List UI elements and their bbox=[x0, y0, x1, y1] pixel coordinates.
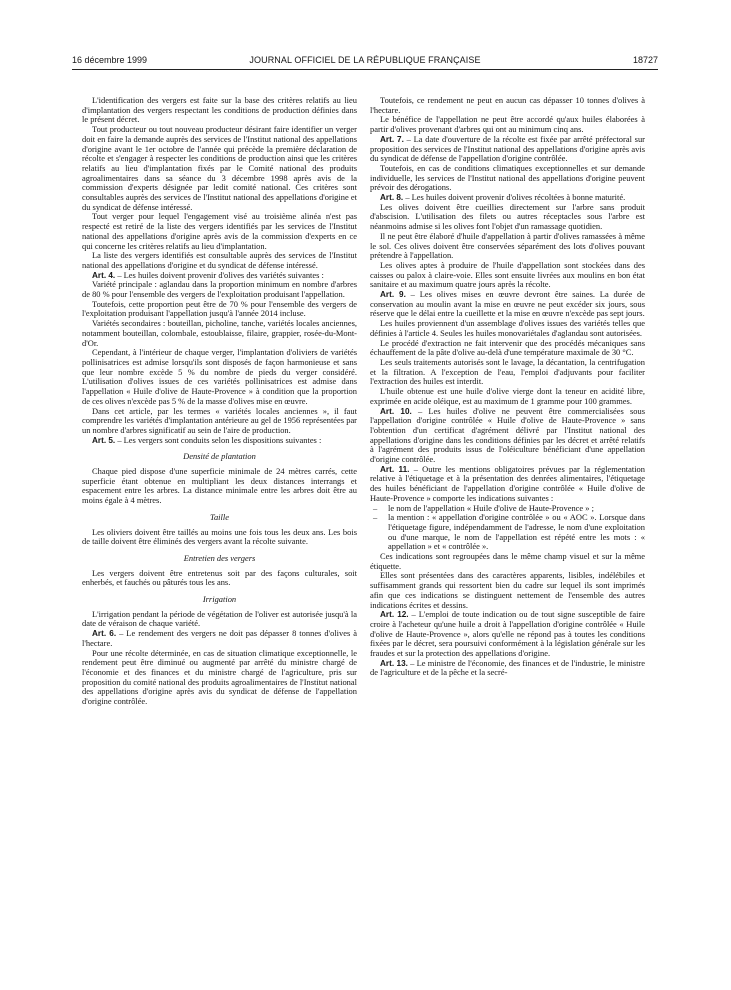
left-column bbox=[82, 96, 357, 707]
article-label: Art. 6. bbox=[92, 629, 117, 639]
dash-list-item: – la mention : « appellation d'origine contrôlée » ou « AOC ». Lorsque dans l'étiquetage figure, indépendamment de l'adresse, le nom d'une exploitation ou d'une marque, le nom de l'appellation est répété entre les mots : « appellation » et « contrôlée ». bbox=[370, 513, 645, 552]
body-paragraph: Toutefois, cette proportion peut être de 70 % pour l'ensemble des vergers de l'exploitation produisant l'appellation jusqu'à l'année 2014 incluse. bbox=[82, 298, 357, 319]
body-paragraph: Toutefois, en cas de conditions climatiques exceptionnelles et sur demande individuelle, les services de l'Institut national des appellations d'origine peuvent prévoir des dérogations. bbox=[370, 162, 645, 193]
body-paragraph: Tout producteur ou tout nouveau producteur désirant faire identifier un verger doit en faire la demande auprès des services de l'Institut national des appellations d'origine avant le 1er octobre de l'année qui précède la première déclaration de récolte et s'engager à respecter les conditions de production ainsi que les critères relatifs au lieu d'implantation fixés par le Comité national des produits agroalimentaires dans sa séance du 3 décembre 1998 après avis de la commission d'experts désignée par ledit comité national. Ces critères sont consultables auprès des services de l'Institut national des appellations d'origine et du syndicat de défense intéressé. bbox=[82, 124, 357, 212]
article-label: Art. 8. bbox=[380, 193, 404, 203]
article-label: Art. 5. bbox=[92, 435, 116, 445]
article-text: – Le ministre de l'économie, des finances et de l'industrie, le ministre de l'agriculture et de la pêche et la secré- bbox=[370, 657, 645, 678]
body-paragraph: L'irrigation pendant la période de végétation de l'oliver est autorisée jusqu'à la date de véraison de chaque variété. bbox=[82, 608, 357, 629]
article-label: Art. 12. bbox=[380, 610, 409, 620]
header-rule bbox=[72, 69, 658, 70]
article-paragraph bbox=[370, 290, 645, 319]
article-paragraph bbox=[370, 407, 645, 465]
body-paragraph: L'huile obtenue est une huile d'olive vierge dont la teneur en acidité libre, exprimée en acide oléique, est au maximum de 1 gramme pour 100 grammes. bbox=[370, 386, 645, 406]
article-label: Art. 10. bbox=[380, 406, 412, 416]
article-paragraph bbox=[370, 659, 645, 678]
header-page-number: 18727 bbox=[632, 55, 658, 65]
article-label: Art. 4. bbox=[92, 270, 116, 280]
body-paragraph: Variétés secondaires : bouteillan, picholine, tanche, variétés locales anciennes, notamment bouteillan, colombale, estoublaisse, filaire, grappier, rosée-du-Mont-d'Or. bbox=[82, 318, 357, 348]
article-label: Art. 13. bbox=[380, 658, 408, 668]
article-paragraph bbox=[82, 436, 357, 446]
body-paragraph: La liste des vergers identifiés est consultable auprès des services de l'Institut national des appellations d'origine et du syndicat de défense intéressé. bbox=[82, 250, 357, 270]
body-paragraph: Les seuls traitements autorisés sont le lavage, la décantation, la centrifugation et la filtration. A l'exception de l'eau, l'emploi d'adjuvants pour faciliter l'extraction des huiles est interdit. bbox=[370, 356, 645, 387]
body-paragraph: Cependant, à l'intérieur de chaque verger, l'implantation d'oliviers de variétés pollinisatrices est admise lorsqu'ils sont disposés de façon harmonieuse et sans que leur nombre excède 5 % du nombre de pieds du verger considéré. L'utilisation d'olives issues de ces variétés pollinisatrices est admise dans l'appellation « Huile d'olive de Haute-Provence » à condition que la proportion de ces olives n'excède pas 5 % de la masse d'olives mise en œuvre. bbox=[82, 347, 357, 406]
article-text: – Outre les mentions obligatoires prévues par la réglementation relative à l'étiquetage et à la présentation des denrées alimentaires, l'étiquetage des huiles bénéficiant de l'appellation d'origine contrôlée « Huile d'olive de Haute-Provence » comporte les indications suivantes : bbox=[370, 463, 645, 503]
article-paragraph bbox=[370, 135, 645, 164]
article-paragraph bbox=[370, 610, 645, 659]
header-date: 16 décembre 1999 bbox=[72, 55, 148, 65]
section-heading: Taille bbox=[210, 511, 229, 522]
article-label: Art. 7. bbox=[380, 134, 404, 144]
article-text: – La date d'ouverture de la récolte est fixée par arrêté préfectoral sur proposition des services de l'Institut national des appellations d'origine après avis du syndicat de défense de l'appellation d'origine contrôlée. bbox=[370, 133, 645, 164]
body-paragraph: Dans cet article, par les termes « variétés locales anciennes », il faut comprendre les variétés d'implantation antérieure au gel de 1956 représentées par un nombre d'arbres significatif au sein de l'aire de production. bbox=[82, 405, 357, 435]
article-text: – Les huiles doivent provenir d'olives des variétés suivantes : bbox=[115, 269, 324, 280]
dash-list-item: – le nom de l'appellation « Huile d'olive de Haute-Provence » ; bbox=[370, 504, 645, 514]
body-paragraph: L'identification des vergers est faite sur la base des critères relatifs au lieu d'implantation des vergers respectant les conditions de production définies dans le présent décret. bbox=[82, 95, 357, 125]
body-paragraph: Elles sont présentées dans des caractères apparents, lisibles, indélébiles et suffisamment grands qui ressortent bien du cadre sur lequel ils sont imprimés afin que ces indications se distinguent nettement de l'ensemble des autres indications écrites et dessins. bbox=[370, 570, 645, 610]
right-column bbox=[370, 96, 645, 678]
body-paragraph: Les oliviers doivent être taillés au moins une fois tous les deux ans. Les bois de taille doivent être éliminés des vergers avant la récolte suivante. bbox=[82, 526, 357, 547]
body-paragraph: Les olives aptes à produire de l'huile d'appellation sont stockées dans des caisses ou palox à claire-voie. Elles sont ensuite livrées aux moulins en bon état sanitaire et au maximum quatre jours après la récolte. bbox=[370, 259, 645, 290]
body-paragraph: Le bénéfice de l'appellation ne peut être accordé qu'aux huiles élaborées à partir d'olives provenant d'arbres qui ont au minimum cinq ans. bbox=[370, 114, 645, 135]
body-paragraph: Chaque pied dispose d'une superficie minimale de 24 mètres carrés, cette superficie étant obtenue en multipliant les deux distances interrangs et espacement entre les arbres. La distance minimale entre les arbres doit être au moins égale à 4 mètres. bbox=[82, 466, 357, 506]
article-label: Art. 11. bbox=[380, 464, 410, 474]
body-paragraph: Les olives doivent être cueillies directement sur l'arbre sans produit d'abscision. L'utilisation des filets ou autres réceptacles sous l'arbre est néanmoins admise si les olives font l'objet d'un ramassage quotidien. bbox=[370, 201, 645, 232]
body-paragraph: Les vergers doivent être entretenus soit par des façons culturales, soit enherbés, et fauchés ou pâturés tous les ans. bbox=[82, 567, 357, 588]
article-paragraph bbox=[82, 629, 357, 648]
body-paragraph: Toutefois, ce rendement ne peut en aucun cas dépasser 10 tonnes d'olives à l'hectare. bbox=[370, 95, 645, 115]
section-heading: Densité de plantation bbox=[183, 451, 256, 462]
article-text: – Le rendement des vergers ne doit pas dépasser 8 tonnes d'olives à l'hectare. bbox=[82, 628, 357, 648]
body-paragraph: Ces indications sont regroupées dans le même champ visuel et sur la même étiquette. bbox=[370, 551, 645, 571]
body-paragraph: Variété principale : aglandau dans la proportion minimum en nombre d'arbres de 80 % pour l'ensemble des vergers de l'exploitation produisant l'appellation. bbox=[82, 279, 357, 300]
body-paragraph: Les huiles proviennent d'un assemblage d'olives issues des variétés telles que définies à l'article 4. Seules les huiles monovariétales d'aglandau sont autorisées. bbox=[370, 318, 645, 338]
page-header bbox=[72, 55, 658, 69]
section-heading: Entretien des vergers bbox=[183, 552, 256, 563]
body-paragraph: Il ne peut être élaboré d'huile d'appellation à partir d'olives ramassées à même le sol. Ces olives doivent être conservées séparément des lots d'olives pouvant prétendre à l'appellation. bbox=[370, 230, 645, 261]
header-journal-title: JOURNAL OFFICIEL DE LA RÉPUBLIQUE FRANÇAISE bbox=[249, 55, 481, 65]
article-text: – Les vergers sont conduits selon les dispositions suivantes : bbox=[115, 434, 322, 445]
body-paragraph: Le procédé d'extraction ne fait intervenir que des procédés mécaniques sans échauffement de la pâte d'olive au-delà d'une température maximale de 30 °C. bbox=[370, 337, 645, 358]
body-paragraph: Pour une récolte déterminée, en cas de situation climatique exceptionnelle, le rendement peut être diminué ou augmenté par arrêté du ministre chargé de l'économie et des finances et du ministre chargé de l'agriculture, pris sur proposition du comité national des produits agroalimentaires de l'Institut national des appellations d'origine après avis du syndicat de défense de l'appellation d'origine contrôlée. bbox=[82, 647, 357, 707]
article-text: – Les olives mises en œuvre devront être saines. La durée de conservation au moulin avant la mise en œuvre ne peut excéder six jours, sous réserve que le délai entre la cueillette et la mise en œuvre n'excède pas sept jours. bbox=[370, 289, 645, 319]
article-text: – L'emploi de toute indication ou de tout signe susceptible de faire croire à l'acheteur qu'une huile a droit à l'appellation d'origine contrôlée « Huile d'olive de Haute-Provence », alors qu'elle ne répond pas à toutes les conditions fixées par le décret, sera poursuivi conformément à la législation générale sur les fraudes et sur la protection des appellations d'origine. bbox=[370, 609, 645, 659]
article-text: – Les huiles d'olive ne peuvent être commercialisées sous l'appellation d'origine contrôlée « Huile d'olive de Haute-Provence » sans l'obtention d'un certificat d'agrément délivré par l'Institut national des appellations d'origine dans les conditions définies par les décret et arrêté relatifs à l'agrément des produits issus de l'oléiculture bénéficiant d'une appellation d'origine contrôlée. bbox=[370, 405, 645, 465]
section-heading: Irrigation bbox=[202, 594, 237, 605]
article-text: – Les huiles doivent provenir d'olives récoltées à bonne maturité. bbox=[403, 192, 626, 203]
body-paragraph: Tout verger pour lequel l'engagement visé au troisième alinéa n'est pas respecté est retiré de la liste des vergers identifiés par les services de l'Institut national des appellations d'origine après avis de la commission d'experts en ce qui concerne les critères relatifs au lieu d'implantation. bbox=[82, 211, 357, 251]
article-label: Art. 9. bbox=[380, 290, 406, 300]
article-paragraph bbox=[370, 465, 645, 504]
